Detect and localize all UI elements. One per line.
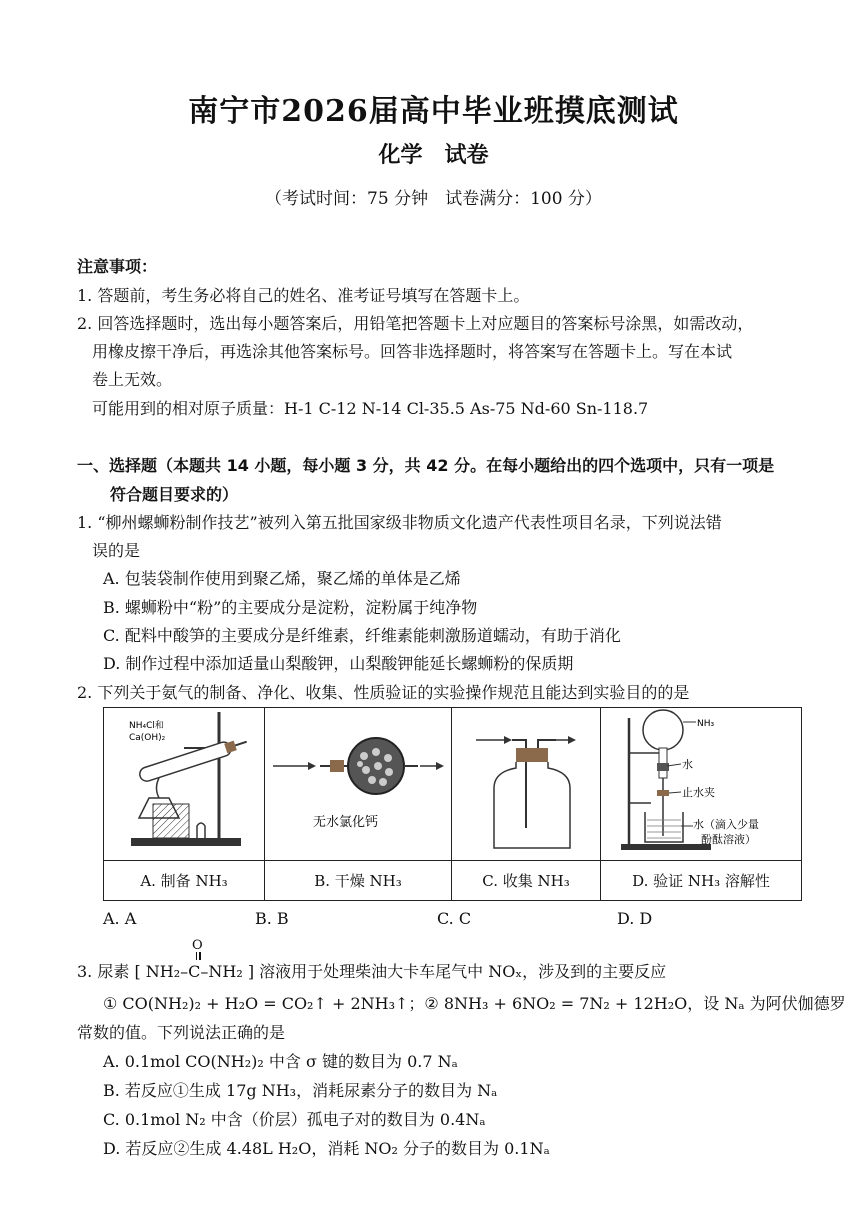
q2-choice-a: A. A bbox=[103, 909, 137, 928]
q1-option-c: C. 配料中酸笋的主要成分是纤维素，纤维素能刺激肠道蠕动，有助于消化 bbox=[103, 626, 621, 645]
q3-carbonyl-oxygen: O bbox=[192, 938, 203, 953]
exam-title: 南宁市2026届高中毕业班摸底测试 bbox=[188, 94, 679, 129]
caption-a: A. 制备 NH₃ bbox=[104, 861, 265, 901]
figure-d-nh3-label: NH₃ bbox=[697, 719, 715, 729]
note-item-2-line-2: 用橡皮擦干净后，再选涂其他答案标号。回答非选择题时，将答案写在答题卡上。写在本试 bbox=[92, 342, 733, 361]
q3-option-a: A. 0.1mol CO(NH₂)₂ 中含 σ 键的数目为 0.7 Nₐ bbox=[103, 1052, 458, 1071]
caption-b: B. 干燥 NH₃ bbox=[265, 861, 452, 901]
notes-heading: 注意事项： bbox=[77, 257, 158, 276]
note-item-2-line-1: 2. 回答选择题时，选出每小题答案后，用铅笔把答题卡上对应题目的答案标号涂黑，如需改动， bbox=[77, 314, 754, 333]
figure-b-label: 无水氯化钙 bbox=[313, 815, 379, 830]
note-item-1: 1. 答题前，考生务必将自己的姓名、准考证号填写在答题卡上。 bbox=[77, 286, 530, 305]
figure-a-cell bbox=[104, 708, 265, 861]
exam-info: （考试时间：75 分钟 试卷满分：100 分） bbox=[265, 189, 602, 209]
figure-d-clamp-label: 止水夹 bbox=[682, 786, 715, 799]
q3-stem: 3. 尿素 [ NH₂–C–NH₂ ] 溶液用于处理柴油大卡车尾气中 NOₓ，涉及到的主要反应 bbox=[77, 962, 667, 981]
note-item-2-line-3: 卷上无效。 bbox=[92, 370, 173, 389]
figure-a-label-1: NH₄Cl和 bbox=[129, 721, 164, 731]
q2-choice-d: D. D bbox=[617, 909, 653, 928]
heating-apparatus-figure bbox=[109, 708, 259, 856]
q2-choice-b: B. B bbox=[255, 909, 289, 928]
q2-stem: 2. 下列关于氨气的制备、净化、收集、性质验证的实验操作规范且能达到实验目的的是 bbox=[77, 683, 690, 702]
exam-subtitle bbox=[0, 138, 867, 169]
gas-bottle-figure bbox=[456, 708, 596, 856]
q1-option-b: B. 螺蛳粉中“粉”的主要成分是淀粉，淀粉属于纯净物 bbox=[103, 598, 478, 617]
q3-reactions: ① CO(NH₂)₂ + H₂O = CO₂↑ + 2NH₃↑；② 8NH₃ + 6NO₂ = 7N₂ + 12H₂O，设 Nₐ 为阿伏伽德罗 bbox=[103, 994, 846, 1013]
q3-option-c: C. 0.1mol N₂ 中含（价层）孤电子对的数目为 0.4Nₐ bbox=[103, 1110, 486, 1129]
section-1-heading-line-1: 一、选择题（本题共 14 小题，每小题 3 分，共 42 分。在每小题给出的四个选项中，只有一项是 bbox=[77, 456, 775, 475]
q2-apparatus-table bbox=[103, 707, 802, 901]
q1-stem-line-1: 1. “柳州螺蛳粉制作技艺”被列入第五批国家级非物质文化遗产代表性项目名录，下列说法错 bbox=[77, 513, 722, 532]
q2-choice-c: C. C bbox=[437, 909, 472, 928]
drying-tube-figure bbox=[268, 708, 448, 856]
figure-a-label-2: Ca(OH)₂ bbox=[129, 733, 166, 743]
q1-stem-line-2: 误的是 bbox=[92, 541, 141, 560]
section-1-heading-line-2: 符合题目要求的） bbox=[110, 485, 239, 504]
figure-b-cell bbox=[265, 708, 452, 861]
fountain-apparatus-figure bbox=[601, 708, 801, 856]
q3-option-d: D. 若反应②生成 4.48L H₂O，消耗 NO₂ 分子的数目为 0.1Nₐ bbox=[103, 1139, 550, 1158]
figure-d-cell bbox=[601, 708, 802, 861]
figure-d-beaker-label-2: 酚酞溶液） bbox=[701, 833, 756, 846]
caption-c: C. 收集 NH₃ bbox=[452, 861, 601, 901]
figure-d-beaker-label-1: 水（滴入少量 bbox=[693, 818, 759, 831]
paper-label: 试卷 bbox=[444, 142, 489, 168]
q3-option-b: B. 若反应①生成 17g NH₃，消耗尿素分子的数目为 Nₐ bbox=[103, 1081, 498, 1100]
q1-option-d: D. 制作过程中添加适量山梨酸钾，山梨酸钾能延长螺蛳粉的保质期 bbox=[103, 654, 574, 673]
q3-stem-end: 常数的值。下列说法正确的是 bbox=[77, 1023, 286, 1042]
figure-c-cell bbox=[452, 708, 601, 861]
q1-option-a: A. 包装袋制作使用到聚乙烯，聚乙烯的单体是乙烯 bbox=[103, 569, 461, 588]
subject-label: 化学 bbox=[378, 142, 423, 168]
figure-d-water-label: 水 bbox=[682, 758, 693, 771]
atomic-masses: 可能用到的相对原子质量：H-1 C-12 N-14 Cl-35.5 As-75 Nd-60 Sn-118.7 bbox=[92, 399, 649, 418]
caption-d: D. 验证 NH₃ 溶解性 bbox=[601, 861, 802, 901]
